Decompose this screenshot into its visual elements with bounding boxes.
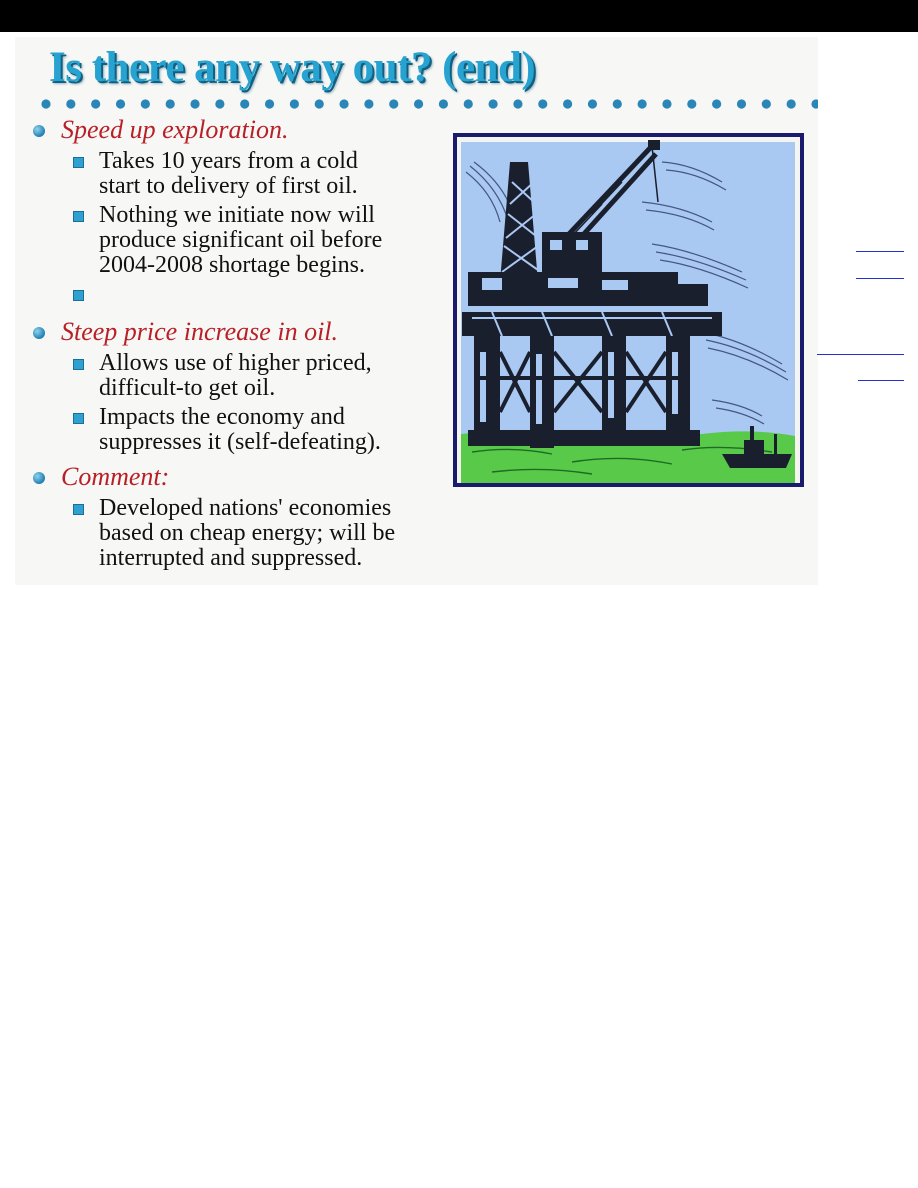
offshore-oil-rig-icon — [452, 132, 805, 488]
divider-dot — [563, 99, 572, 108]
bullet-item-empty — [31, 282, 471, 310]
divider-dot — [116, 99, 125, 108]
edge-link-2[interactable] — [856, 278, 904, 279]
divider-dot — [66, 99, 75, 108]
bullet-line: difficult-to get oil. — [99, 375, 276, 401]
divider-dot — [762, 99, 771, 108]
divider-dot — [638, 99, 647, 108]
divider-dot — [538, 99, 547, 108]
divider-dot — [265, 99, 274, 108]
divider-dot — [215, 99, 224, 108]
bullet-item — [31, 405, 471, 455]
divider-dot — [662, 99, 671, 108]
divider-dot — [811, 99, 818, 108]
bullet-line: start to delivery of first oil. — [99, 173, 358, 199]
bullet-line: based on cheap energy; will be — [99, 520, 396, 546]
bullet-line: suppresses it (self-defeating). — [99, 429, 381, 455]
bullet-line: Impacts the economy and — [99, 404, 345, 430]
divider-dot — [737, 99, 746, 108]
top-black-bar — [0, 0, 918, 32]
round-bullet-icon — [33, 472, 45, 484]
divider-dot — [190, 99, 199, 108]
divider-dot — [364, 99, 373, 108]
square-bullet-icon — [73, 413, 84, 424]
divider-dot — [513, 99, 522, 108]
heading-text: Steep price increase in oil. — [61, 317, 339, 346]
edge-link-1[interactable] — [856, 251, 904, 252]
dotted-divider — [41, 97, 818, 111]
bullet-line: Developed nations' economies — [99, 495, 392, 521]
round-bullet-icon — [33, 125, 45, 137]
square-bullet-icon — [73, 211, 84, 222]
divider-dot — [712, 99, 721, 108]
divider-dot — [91, 99, 100, 108]
slide — [15, 37, 818, 585]
divider-dot — [315, 99, 324, 108]
square-bullet-icon — [73, 157, 84, 168]
divider-dot — [166, 99, 175, 108]
round-bullet-icon — [33, 327, 45, 339]
divider-dot — [464, 99, 473, 108]
divider-dot — [339, 99, 348, 108]
edge-link-4[interactable] — [858, 380, 904, 381]
edge-link-3[interactable] — [817, 354, 904, 355]
bullet-line: 2004-2008 shortage begins. — [99, 252, 365, 278]
divider-dot — [141, 99, 150, 108]
bullet-item — [31, 203, 471, 278]
divider-dot — [787, 99, 796, 108]
divider-dot — [488, 99, 497, 108]
bullet-item — [31, 149, 471, 199]
divider-dot — [613, 99, 622, 108]
slide-title: Is there any way out? (end) — [49, 44, 536, 91]
divider-dot — [240, 99, 249, 108]
bullet-item — [31, 496, 471, 571]
square-bullet-icon — [73, 359, 84, 370]
divider-dot — [414, 99, 423, 108]
heading-text: Comment: — [61, 462, 170, 491]
bullet-line: Takes 10 years from a cold — [99, 148, 358, 174]
section-heading-price — [31, 317, 471, 347]
bullet-line: Allows use of higher priced, — [99, 350, 372, 376]
bullet-line: produce significant oil before — [99, 227, 383, 253]
bullet-line: interrupted and suppressed. — [99, 545, 363, 571]
bullet-item — [31, 351, 471, 401]
bullet-line: Nothing we initiate now will — [99, 202, 375, 228]
divider-dot — [439, 99, 448, 108]
section-heading-exploration — [31, 115, 471, 145]
divider-dot — [687, 99, 696, 108]
bullet-content — [31, 115, 471, 571]
divider-dot — [588, 99, 597, 108]
section-heading-comment — [31, 462, 471, 492]
divider-dot — [389, 99, 398, 108]
square-bullet-icon — [73, 290, 84, 301]
square-bullet-icon — [73, 504, 84, 515]
divider-dot — [41, 99, 50, 108]
divider-dot — [290, 99, 299, 108]
heading-text: Speed up exploration. — [61, 115, 289, 144]
